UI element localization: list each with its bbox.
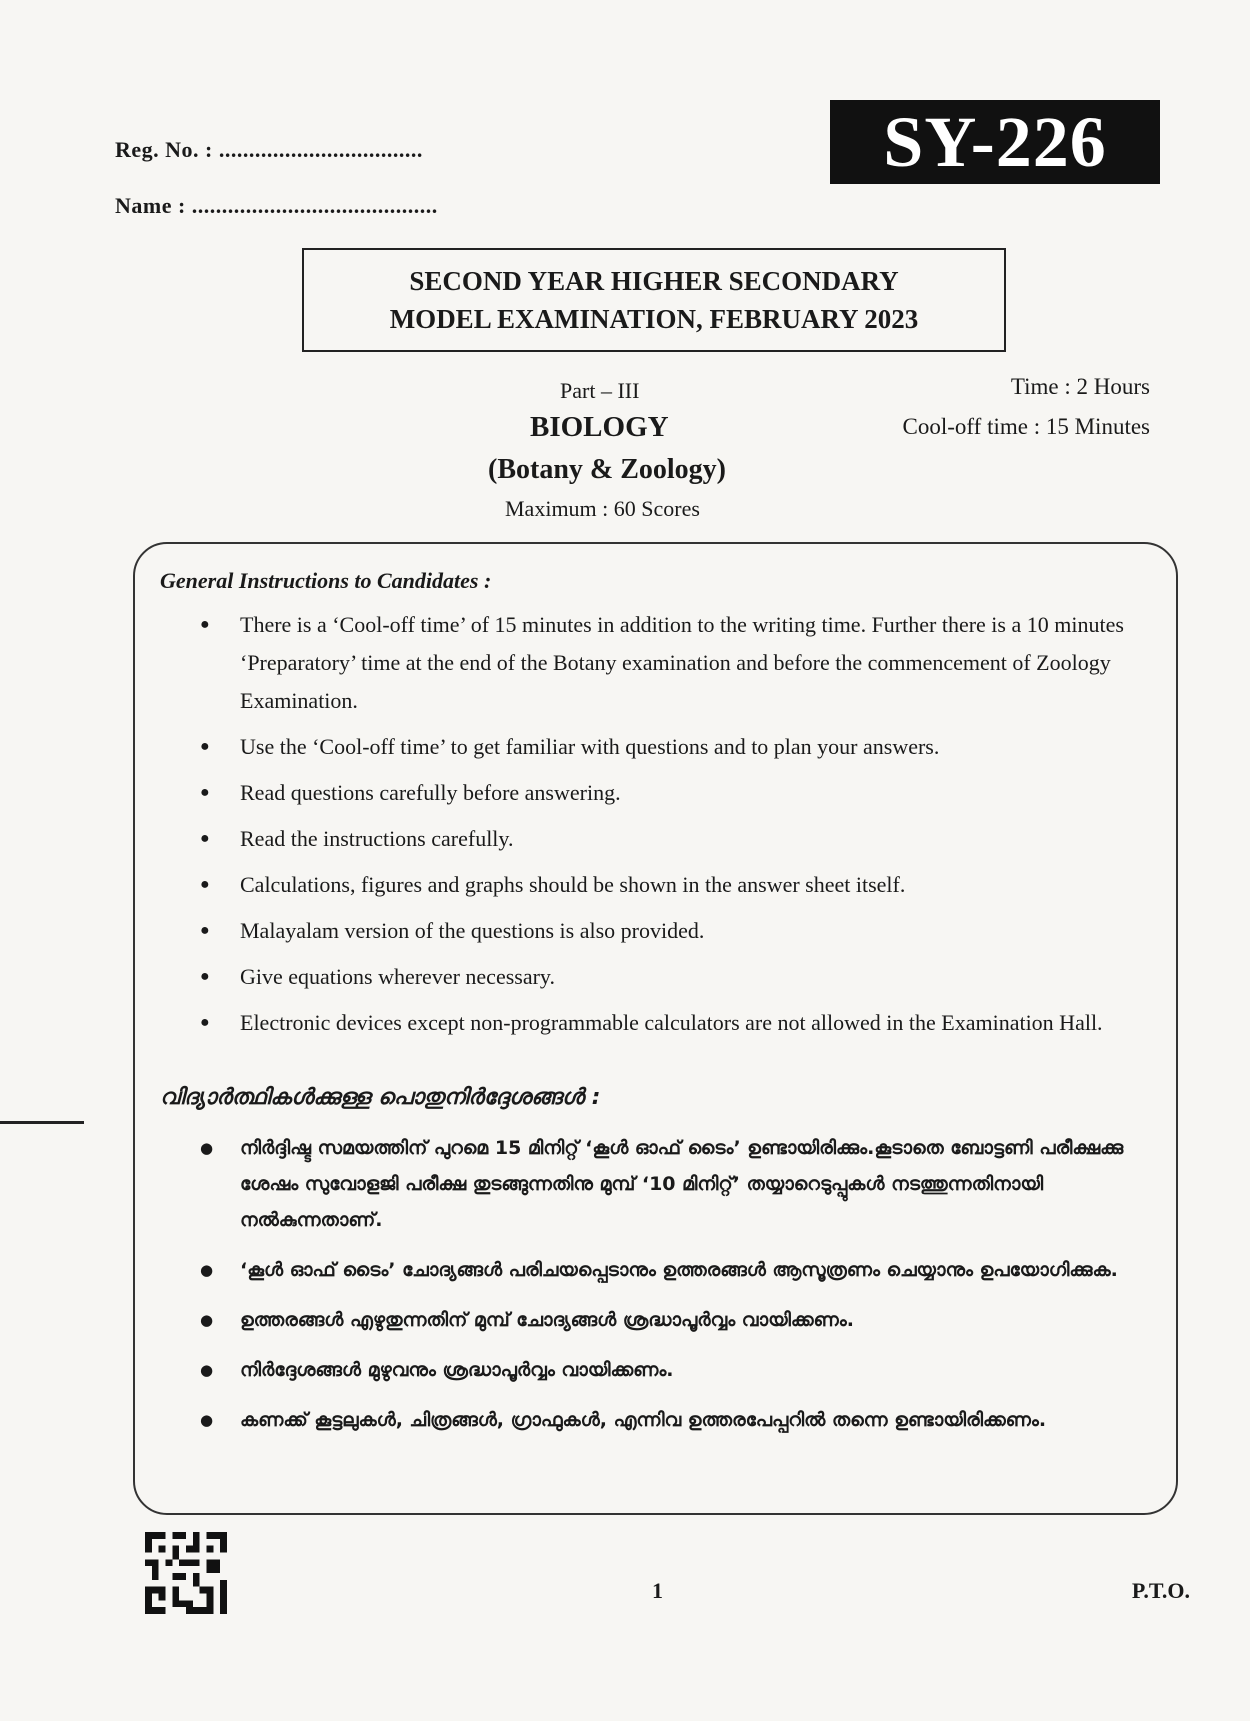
- exam-duration: Time : 2 Hours: [1010, 374, 1150, 399]
- list-item: ● Calculations, figures and graphs should be shown in the answer sheet itself.: [200, 866, 1130, 904]
- subject-subtitle: (Botany & Zoology): [488, 454, 726, 485]
- name-field: Name : .........................................: [115, 193, 438, 218]
- exam-title-line-2: MODEL EXAMINATION, FEBRUARY 2023: [389, 304, 919, 334]
- exam-title-line-1: SECOND YEAR HIGHER SECONDARY: [409, 266, 899, 296]
- malayalam-instructions-list: [200, 1130, 1130, 1452]
- paper-code-badge: SY-226: [830, 100, 1160, 184]
- part-label: Part – III: [560, 378, 640, 403]
- cooloff-time: Cool-off time : 15 Minutes: [902, 414, 1150, 439]
- list-item: ● ‘കൂൾ ഓഫ് ടൈം’ ചോദ്യങ്ങൾ പരിചയപ്പെടാനും ഉത്തരങ്ങൾ ആസൂത്രണം ചെയ്യാനും ഉപയോഗിക്കുക.: [200, 1252, 1130, 1288]
- list-item: ● Electronic devices except non-programmable calculators are not allowed in the Examination Hall.: [200, 1004, 1130, 1042]
- list-item: ● Use the ‘Cool-off time’ to get familiar with questions and to plan your answers.: [200, 728, 1130, 766]
- list-item: ● Read questions carefully before answering.: [200, 774, 1130, 812]
- list-item: ● There is a ‘Cool-off time’ of 15 minutes in addition to the writing time. Further there is a 10 minutes ‘Preparatory’ time at the end of the Botany examination and before the commencement of Zoology Examination.: [200, 606, 1130, 720]
- list-item: ● കണക്ക് കൂട്ടലുകൾ, ചിത്രങ്ങൾ, ഗ്രാഫുകൾ, എന്നിവ ഉത്തരപേപ്പറിൽ തന്നെ ഉണ്ടായിരിക്കണം.: [200, 1402, 1130, 1438]
- reg-no-field: Reg. No. : ..................................: [115, 137, 423, 162]
- list-item: ● നിർദ്ദേശങ്ങൾ മുഴുവനും ശ്രദ്ധാപൂർവ്വം വായിക്കണം.: [200, 1352, 1130, 1388]
- pto-label: P.T.O.: [1131, 1578, 1190, 1603]
- list-item: ● Give equations wherever necessary.: [200, 958, 1130, 996]
- maximum-scores: Maximum : 60 Scores: [505, 496, 700, 521]
- english-instructions-list: [200, 606, 1130, 1050]
- exam-title-box: [302, 248, 1006, 352]
- margin-mark: [0, 1121, 84, 1124]
- page-number: 1: [652, 1578, 663, 1603]
- list-item: ● Read the instructions carefully.: [200, 820, 1130, 858]
- list-item: ● Malayalam version of the questions is also provided.: [200, 912, 1130, 950]
- malayalam-instructions-heading: വിദ്യാർത്ഥികൾക്കുള്ള പൊതുനിർദ്ദേശങ്ങൾ :: [160, 1085, 601, 1110]
- instructions-heading: General Instructions to Candidates :: [160, 568, 492, 593]
- list-item: ● നിർദ്ദിഷ്ട സമയത്തിന് പുറമെ 15 മിനിറ്റ് ‘കൂൾ ഓഫ് ടൈം’ ഉണ്ടായിരിക്കും.കൂടാതെ ബോട്ടണി പരീക്ഷക്കു ശേഷം സുവോളജി പരീക്ഷ തുടങ്ങുന്നതിനു മുമ്പ് ‘10 മിനിറ്റ്’ തയ്യാറെടുപ്പുകൾ നടത്തുന്നതിനായി നൽകുന്നതാണ്.: [200, 1130, 1130, 1238]
- qr-code-icon: [145, 1532, 227, 1614]
- subject-title: BIOLOGY: [530, 411, 669, 443]
- list-item: ● ഉത്തരങ്ങൾ എഴുതുന്നതിന് മുമ്പ് ചോദ്യങ്ങൾ ശ്രദ്ധാപൂർവ്വം വായിക്കണം.: [200, 1302, 1130, 1338]
